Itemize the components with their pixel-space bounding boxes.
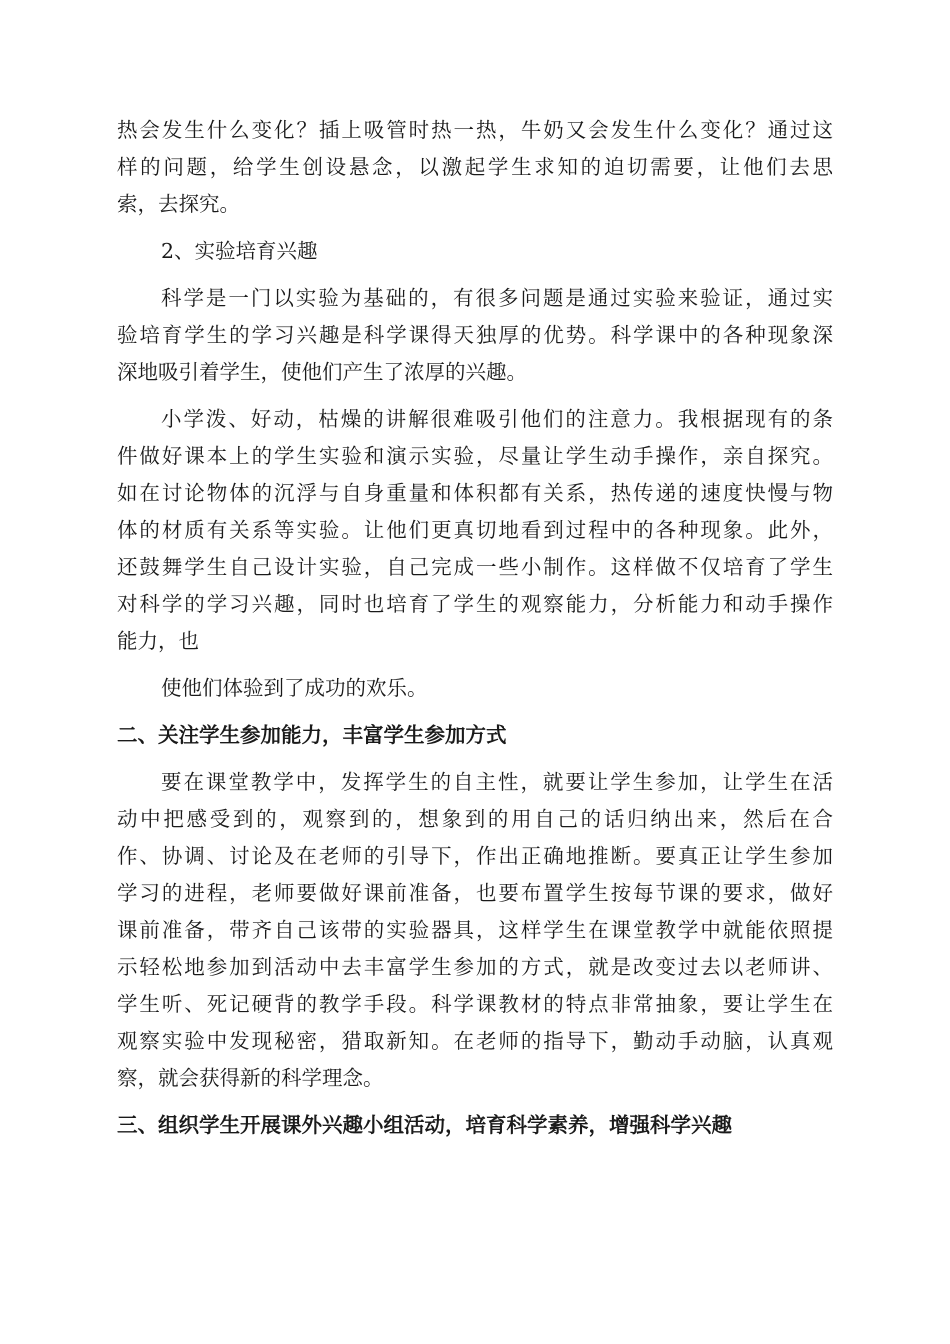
text-line: 学生听、死记硬背的教学手段。科学课教材的特点非常抽象，要让学生在 [117, 992, 833, 1016]
text-line: 热会发生什么变化？插上吸管时热一热，牛奶又会发生什么变化？通过这 [117, 118, 833, 142]
text-line: 使他们体验到了成功的欢乐。 [161, 676, 428, 700]
text-line: 验培育学生的学习兴趣是科学课得天独厚的优势。科学课中的各种现象深 [117, 323, 833, 347]
text-line: 样的问题，给学生创设悬念，以激起学生求知的迫切需要，让他们去思 [117, 155, 833, 179]
subheading-experiment-interest: 2、实验培育兴趣 [161, 239, 318, 263]
text-line: 能力，也 [117, 629, 199, 653]
text-line: 索，去探究。 [117, 192, 240, 216]
text-line: 小学泼、好动，枯燥的讲解很难吸引他们的注意力。我根据现有的条 [161, 407, 833, 431]
text-line: 深地吸引着学生，使他们产生了浓厚的兴趣。 [117, 360, 527, 384]
text-line: 对科学的学习兴趣，同时也培育了学生的观察能力，分析能力和动手操作 [117, 592, 833, 616]
text-line: 要在课堂教学中，发挥学生的自主性，就要让学生参加，让学生在活 [161, 770, 833, 794]
paragraph-success-joy [117, 670, 833, 707]
text-line: 作、协调、讨论及在老师的引导下，作出正确地推断。要真正让学生参加 [117, 844, 833, 868]
text-line: 如在讨论物体的沉浮与自身重量和体积都有关系，热传递的速度快慢与物 [117, 481, 833, 505]
text-line: 示轻松地参加到活动中去丰富学生参加的方式，就是改变过去以老师讲、 [117, 955, 833, 979]
text-line: 还鼓舞学生自己设计实验，自己完成一些小制作。这样做不仅培育了学生 [117, 555, 833, 579]
text-line: 体的材质有关系等实验。让他们更真切地看到过程中的各种现象。此外， [117, 518, 833, 542]
text-line: 课前准备，带齐自己该带的实验器具，这样学生在课堂教学中就能依照提 [117, 918, 833, 942]
paragraph-student-activity [117, 401, 833, 660]
text-line: 学习的进程，老师要做好课前准备，也要布置学生按每节课的要求，做好 [117, 881, 833, 905]
text-line: 科学是一门以实验为基础的，有很多问题是通过实验来验证，通过实 [161, 286, 833, 310]
paragraph-science-experiment [117, 280, 833, 391]
section-heading-extracurricular: 三、组织学生开展课外兴趣小组活动，培育科学素养，增强科学兴趣 [117, 1113, 732, 1137]
text-line: 观察实验中发现秘密，猎取新知。在老师的指导下，勤动手动脑，认真观 [117, 1029, 833, 1053]
text-line: 动中把感受到的，观察到的，想象到的用自己的话归纳出来，然后在合 [117, 807, 833, 831]
text-line: 察，就会获得新的科学理念。 [117, 1066, 384, 1090]
document-body [117, 112, 833, 1144]
section-heading-participation: 二、关注学生参加能力，丰富学生参加方式 [117, 723, 507, 747]
paragraph-participation [117, 764, 833, 1097]
paragraph-continuation [117, 112, 833, 223]
text-line: 件做好课本上的学生实验和演示实验，尽量让学生动手操作，亲自探究。 [117, 444, 833, 468]
